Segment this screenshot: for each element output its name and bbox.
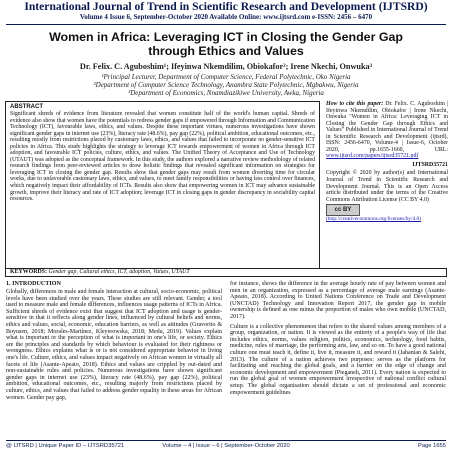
paper-id: IJTSRD35721 [412, 161, 448, 168]
footer-paper-id: @ IJTSRD | Unique Paper ID – IJTSRD35721 [6, 443, 125, 449]
journal-issue-line: Volume 4 Issue 6, September-October 2020 Available Online: www.ijtsrd.com e-ISSN: 2456 – 6470 [79, 13, 373, 21]
cc-by-badge: cc BY [326, 204, 360, 216]
abstract-text: Significant shreds of evidence from literature revealed that women constitute half of the world's human capital. Shreds of evidence also show that women have the potentials to redress gender gaps if empowered through Information and Communication Technology (ICT), favourable laws, ethics, and values. Despite these important virtues, numerous investigations have shown significant gender gaps in internet use (23%), literacy rate (48.6%), pay gap (22%), political ambition, educational outcomes, etc., resulting mostly from restrictions placed by customary laws, ethics, and values that failed to incorporate no gender-sensitive ICT policies in Africa. This study highlights the strategy to leverage ICT towards empowerment of women in Africa through ICT adoption, and favourable ICT policies, culture, ethics, and values. The Unified Theory of Acceptance and Use of Technology (UTAUT) was adopted as the conceptual framework. In this study, the authors explored a narrative review methodology of related research findings from peer-reviewed articles to draw holistic findings that revealed significant information on strategies for leveraging ICT in closing the gender gap. Results show that gender gaps may result from women diverting time for circular works, due to unfavorable customary laws, ethics, and values, to meet family responsibilities or having less control over finances, which negatively impact their affordability of ICTs. Results also show that empowering women in ICT may advance sustainable growth, improve their literacy and rate of ICT adoption; leverage ICT in closing gaps in gender discrepancy in sociability capital resources. [10, 111, 315, 203]
section-heading-introduction: 1. INTRODUCTION [6, 281, 61, 287]
left-column-text: Globally, differences in male and female interaction at cultural, socio-economic, political levels have been studied over the years. These studies are still relevant. Gender, a tool used to measure male and female differences, influences usage patterns of ICTs in Africa. Sufficient shreds of evidence exist that suggest that ICT adoption and usage is gender-sensitive in that it reflects along gender lines, influenced by cultural beliefs and norms, ethics and values, social, economic, education barriers, as well as attitudes (Gravorito & Boyusen, 2018; Morales-Martínez, Kleyerowska, 2018; Medu, 2019). Values explain what is important or the perception of what is important in one's life, or society. Ethics are the principles and standards by which behaviour is evaluated for their rightness or wrongness. Ethics explains what is or is not considered appropriate behavior in living one's life. Culture, ethics, and values impact negatively on African women in virtually all facets of life (Asante-Apeato, 2018). Ethics and values are crippled by out-dated and non-sustainable rules and policies. Numerous investigations have shown significant gender gaps in internet use (23%), literacy rate (48.6%), pay gap (22%), political ambition, educational outcomes, etc., resulting majorly from restrictions placed by culture, ethics, and values that failed to address gender equality in these areas for African women. Gender pay gap, [6, 289, 222, 401]
how-to-cite-label: How to cite this paper: [326, 101, 384, 107]
paper-url-link[interactable]: www.ijtsrd.com/papers/ijtsrd35721.pdf [326, 153, 419, 160]
footer-divider [6, 440, 446, 441]
paper-authors: Dr. Felix. C. Aguboshim¹; Ifeyinwa Nkemdilim, Obiokafor²; Irene Nkechi, Onwuka³ [79, 62, 373, 71]
license-link[interactable]: (http://creativecommons.org/licenses/by/4.0) [326, 216, 421, 223]
header-divider [6, 24, 446, 25]
citation-panel [326, 101, 448, 223]
keywords-box [5, 268, 447, 277]
abstract-box [5, 101, 320, 269]
journal-header [0, 0, 452, 24]
keywords-text: Gender gap, Cultural ethics, ICT, adoption, Values, UTAUT [48, 269, 190, 275]
right-column-paragraph-1: for instance, shows the difference in the average hourly rate of pay between women and men in an organization, expressed as a percentage of average male earnings (Asante-Apeato, 2018). According to United Nations Conference on Trade and Development (UNCTAD) Technology and Innovation Report 2017, the gender gap in mobile ownership is defined as one minus the proportion of males who own mobile (UNCTAD, 2017). [230, 281, 446, 320]
affiliation-2: ²Department of Computer Science Technology, Anambra State Polytechnic, Mgbakwu, Nigeria [93, 81, 359, 89]
affiliation-1: ¹Principal Lecturer, Department of Computer Science, Federal Polytechnic, Oko Nigeria [101, 73, 351, 81]
paper-title: Women in Africa: Leveraging ICT in Closing the Gender Gap through Ethics and Values [49, 30, 403, 58]
footer-page-number: Page 1655 [417, 443, 446, 449]
journal-title: International Journal of Trend in Scientific Research and Development (IJTSRD) [24, 0, 428, 13]
page-footer [6, 442, 446, 452]
affiliation-3: ³Department of Economics, Nnamdiazikiwe University, Awka, Nigeria [128, 89, 324, 97]
how-to-cite-text: Dr. Felix. C. Aguboshim | Ifeyinwa Nkemdilim, Obiokafor | Irene Nkechi, Onwuka "Women in Africa: Leveraging ICT in Closing the Gender Gap through Ethics and Values" Published in International Journal of Trend in Scientific Research and Development (ijtsrd), ISSN: 2456-6470, Volume-4 | Issue-6, October 2020, pp.1655-1660, URL: [326, 101, 448, 153]
abstract-label: ABSTRACT [10, 104, 43, 110]
footer-volume: Volume – 4 | Issue – 6 | September-October 2020 [162, 443, 290, 449]
right-column-paragraph-2: Culture is a collective phenomenon that refers to the shared values among members of a group, organization, or nation. It is viewed as the entirety of a people's way of life that includes ethics, norms, values religion, politics, economics, technology, food habits, medicine, rules of marriage, the performing arts, law, and so on. To have a good national culture one must teach it, define it, live it, measure it, and reward it (Jahanian & Salehi, 2013). The culture of a nation achieves two purposes: serves as the platform for facilitating and reaching the global goals, and a barrier on the edge of change and economic development and empowerment (Pieganeh, 2011). Every nation is expected to run the global goal of women empowerment irrespective of national conflict cultural setup. The global organisation should dictate a set of professional and economic empowerment guidelines [230, 323, 446, 396]
copyright-text: Copyright © 2020 by author(s) and International Journal of Trend in Scientific Research and Development Journal. This is an Open Access article distributed under the terms of the Creative Commons Attribution License (CC BY 4.0) [326, 170, 448, 203]
body-left-column [6, 281, 222, 401]
keywords-label: KEYWORDS: [10, 269, 47, 275]
body-right-column [230, 281, 446, 396]
